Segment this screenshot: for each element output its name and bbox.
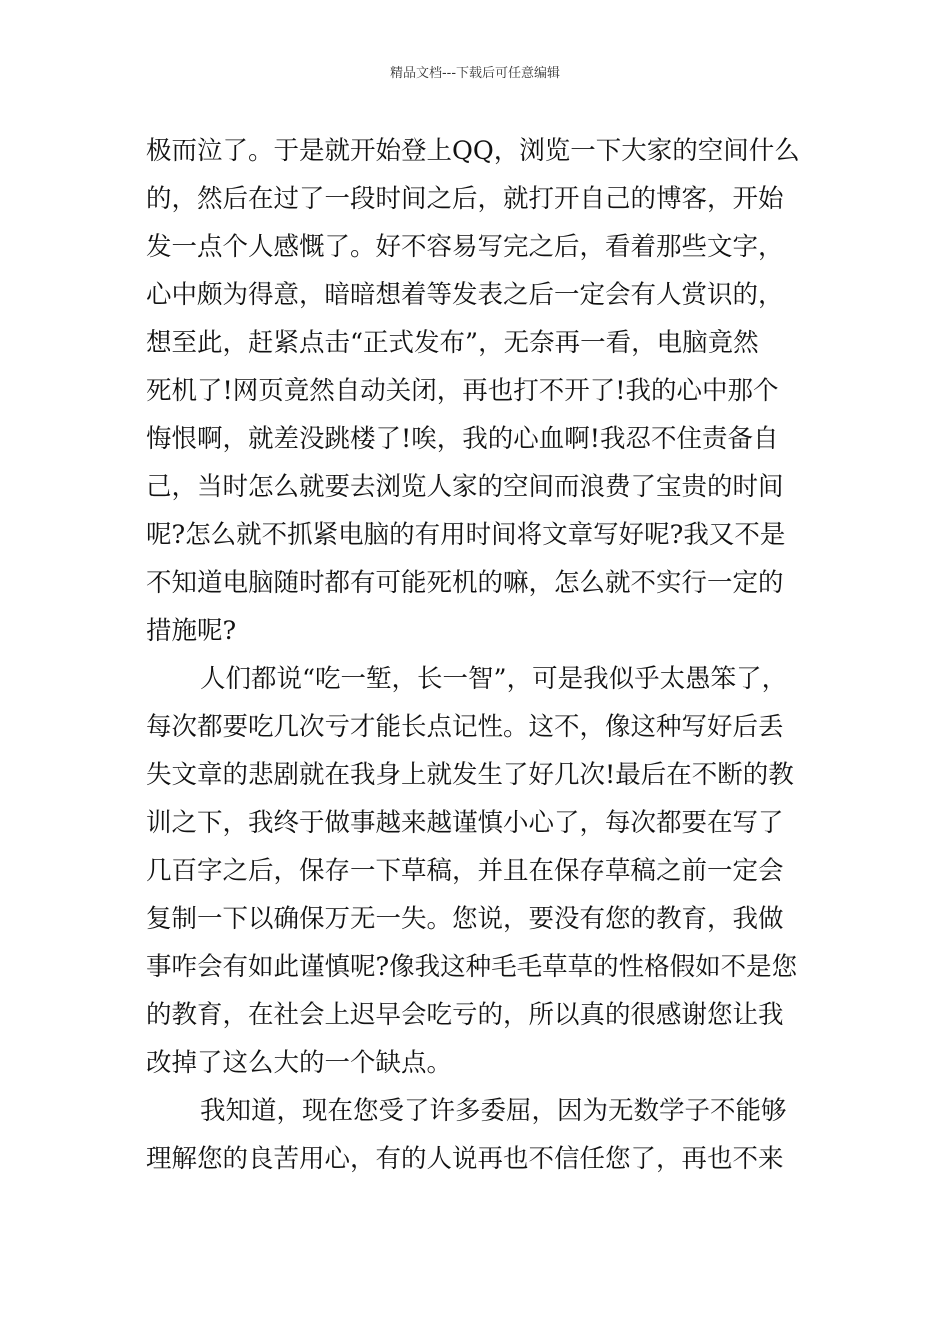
text-line: 死机了!网页竟然自动关闭，再也打不开了!我的心中那个 — [146, 376, 779, 406]
text-line: 失文章的悲剧就在我身上就发生了好几次!最后在不断的教 — [146, 760, 794, 790]
text-line: 发一点个人感慨了。好不容易写完之后，看着那些文字， — [146, 232, 784, 262]
text-line: 措施呢? — [146, 616, 237, 646]
text-line: 的，然后在过了一段时间之后，就打开自己的博客，开始 — [146, 184, 784, 214]
paragraph-first-line: 人们都说“吃一堑，长一智”，可是我似乎太愚笨了， — [200, 664, 788, 694]
text-line: 呢?怎么就不抓紧电脑的有用时间将文章写好呢?我又不是 — [146, 520, 786, 550]
text-line: 事咋会有如此谨慎呢?像我这种毛毛草草的性格假如不是您 — [146, 952, 798, 982]
paragraph-first-line: 我知道，现在您受了许多委屈，因为无数学子不能够 — [200, 1096, 787, 1126]
text-line: 复制一下以确保万无一失。您说，要没有您的教育，我做 — [146, 904, 784, 934]
document-body — [146, 127, 808, 1183]
text-line: 不知道电脑随时都有可能死机的嘛，怎么就不实行一定的 — [146, 568, 784, 598]
text-line: 己，当时怎么就要去浏览人家的空间而浪费了宝贵的时间 — [146, 472, 784, 502]
text-line: 几百字之后，保存一下草稿，并且在保存草稿之前一定会 — [146, 856, 784, 886]
text-line: 的教育，在社会上迟早会吃亏的，所以真的很感谢您让我 — [146, 1000, 784, 1030]
text-line: 想至此，赶紧点击“正式发布”，无奈再一看，电脑竟然 — [146, 328, 759, 358]
text-line: 训之下，我终于做事越来越谨慎小心了，每次都要在写了 — [146, 808, 784, 838]
page-header: 精品文档---下载后可任意编辑 — [389, 66, 561, 81]
text-line: 极而泣了。于是就开始登上QQ，浏览一下大家的空间什么 — [146, 136, 800, 166]
text-line: 改掉了这么大的一个缺点。 — [146, 1048, 453, 1078]
text-line: 悔恨啊，就差没跳楼了!唉，我的心血啊!我忍不住责备自 — [146, 424, 779, 454]
text-line: 理解您的良苦用心，有的人说再也不信任您了，再也不来 — [146, 1144, 784, 1174]
text-line: 心中颇为得意，暗暗想着等发表之后一定会有人赏识的， — [146, 280, 784, 310]
text-line: 每次都要吃几次亏才能长点记性。这不，像这种写好后丢 — [146, 712, 784, 742]
